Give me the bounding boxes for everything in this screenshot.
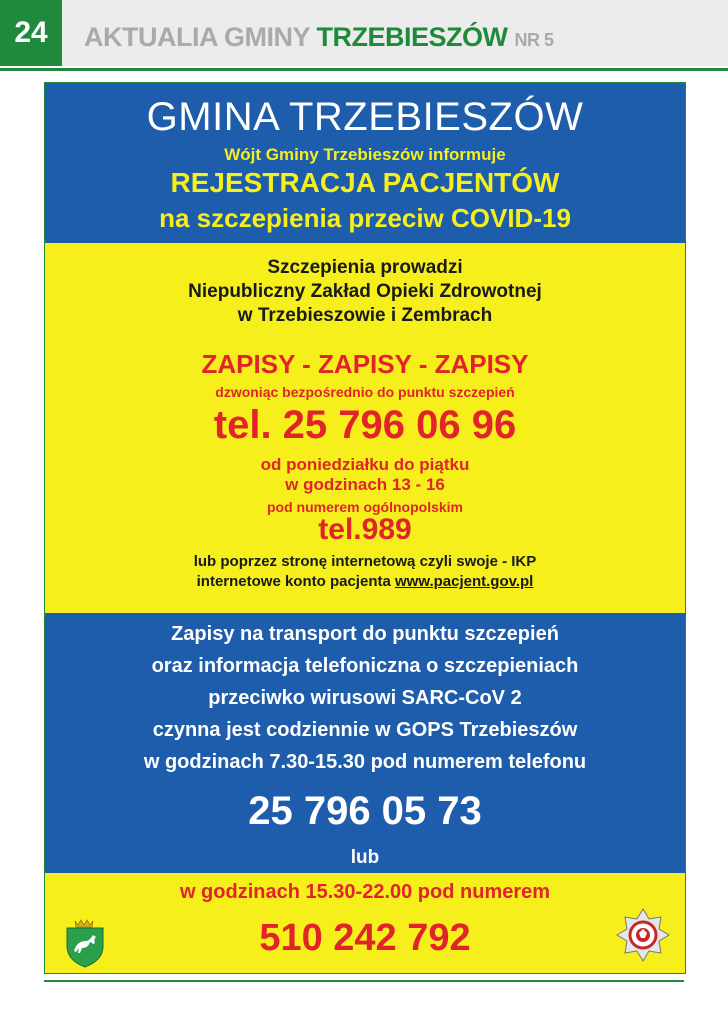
online-line-2-prefix: internetowe konto pacjenta [196,573,391,590]
transport-line-5: w godzinach 7.30-15.30 pod numerem telefonu [143,751,587,773]
transport-line-3: przeciwko wirusowi SARC-CoV 2 [208,687,522,709]
masthead-bar [0,0,728,66]
evening-hours-text: w godzinach 15.30-22.00 pod numerem [179,881,551,903]
days-text: od poniedziałku do piątku [260,455,470,474]
poster-headline-2: na szczepienia przeciw COVID-19 [159,203,571,233]
footer-divider [44,980,684,982]
poster [44,82,686,974]
hours-text: w godzinach 13 - 16 [285,475,445,494]
page-number: 24 [0,0,62,66]
transport-line-2: oraz informacja telefoniczna o szczepieniach [151,655,579,677]
zapisy-heading: ZAPISY - ZAPISY - ZAPISY [201,349,529,379]
title-part2: TRZEBIESZÓW [316,22,508,52]
poster-title: GMINA TRZEBIESZÓW [146,95,584,139]
poster-transport-section [45,613,685,873]
poster-evening-section [45,873,685,973]
transport-line-4: czynna jest codziennie w GOPS Trzebieszów [152,719,578,741]
poster-top-section [45,83,685,243]
main-phone: tel. 25 796 06 96 [213,403,517,447]
national-label: pod numerem ogólnopolskim [266,499,463,515]
poster-subtitle: Wójt Gminy Trzebieszów informuje [224,145,506,164]
provider-line-1: Szczepienia prowadzi [267,257,463,278]
gops-phone: 25 796 05 73 [248,789,482,833]
poster-registration-section [45,243,685,613]
call-direct-text: dzwoniąc bezpośrednio do punktu szczepień [215,384,515,400]
gmina-coat-of-arms-icon [59,917,111,969]
national-phone: tel.989 [318,513,412,546]
issue-number: NR 5 [514,30,554,50]
online-line-1: lub poprzez stronę internetową czyli swoje - IKP [193,553,537,570]
poster-headline: REJESTRACJA PACJENTÓW [170,167,560,198]
provider-line-3: w Trzebieszowie i Zembrach [237,305,493,326]
title-part1: AKTUALIA GMINY [84,22,310,52]
pacjent-gov-link[interactable]: www.pacjent.gov.pl [395,573,534,590]
or-text: lub [350,847,380,868]
transport-line-1: Zapisy na transport do punktu szczepień [171,623,559,645]
provider-line-2: Niepubliczny Zakład Opieki Zdrowotnej [188,281,542,302]
evening-phone: 510 242 792 [259,917,471,959]
fire-brigade-badge-icon [615,907,671,963]
header-divider [0,68,728,71]
publication-title [84,22,554,53]
online-line-2 [45,573,685,590]
